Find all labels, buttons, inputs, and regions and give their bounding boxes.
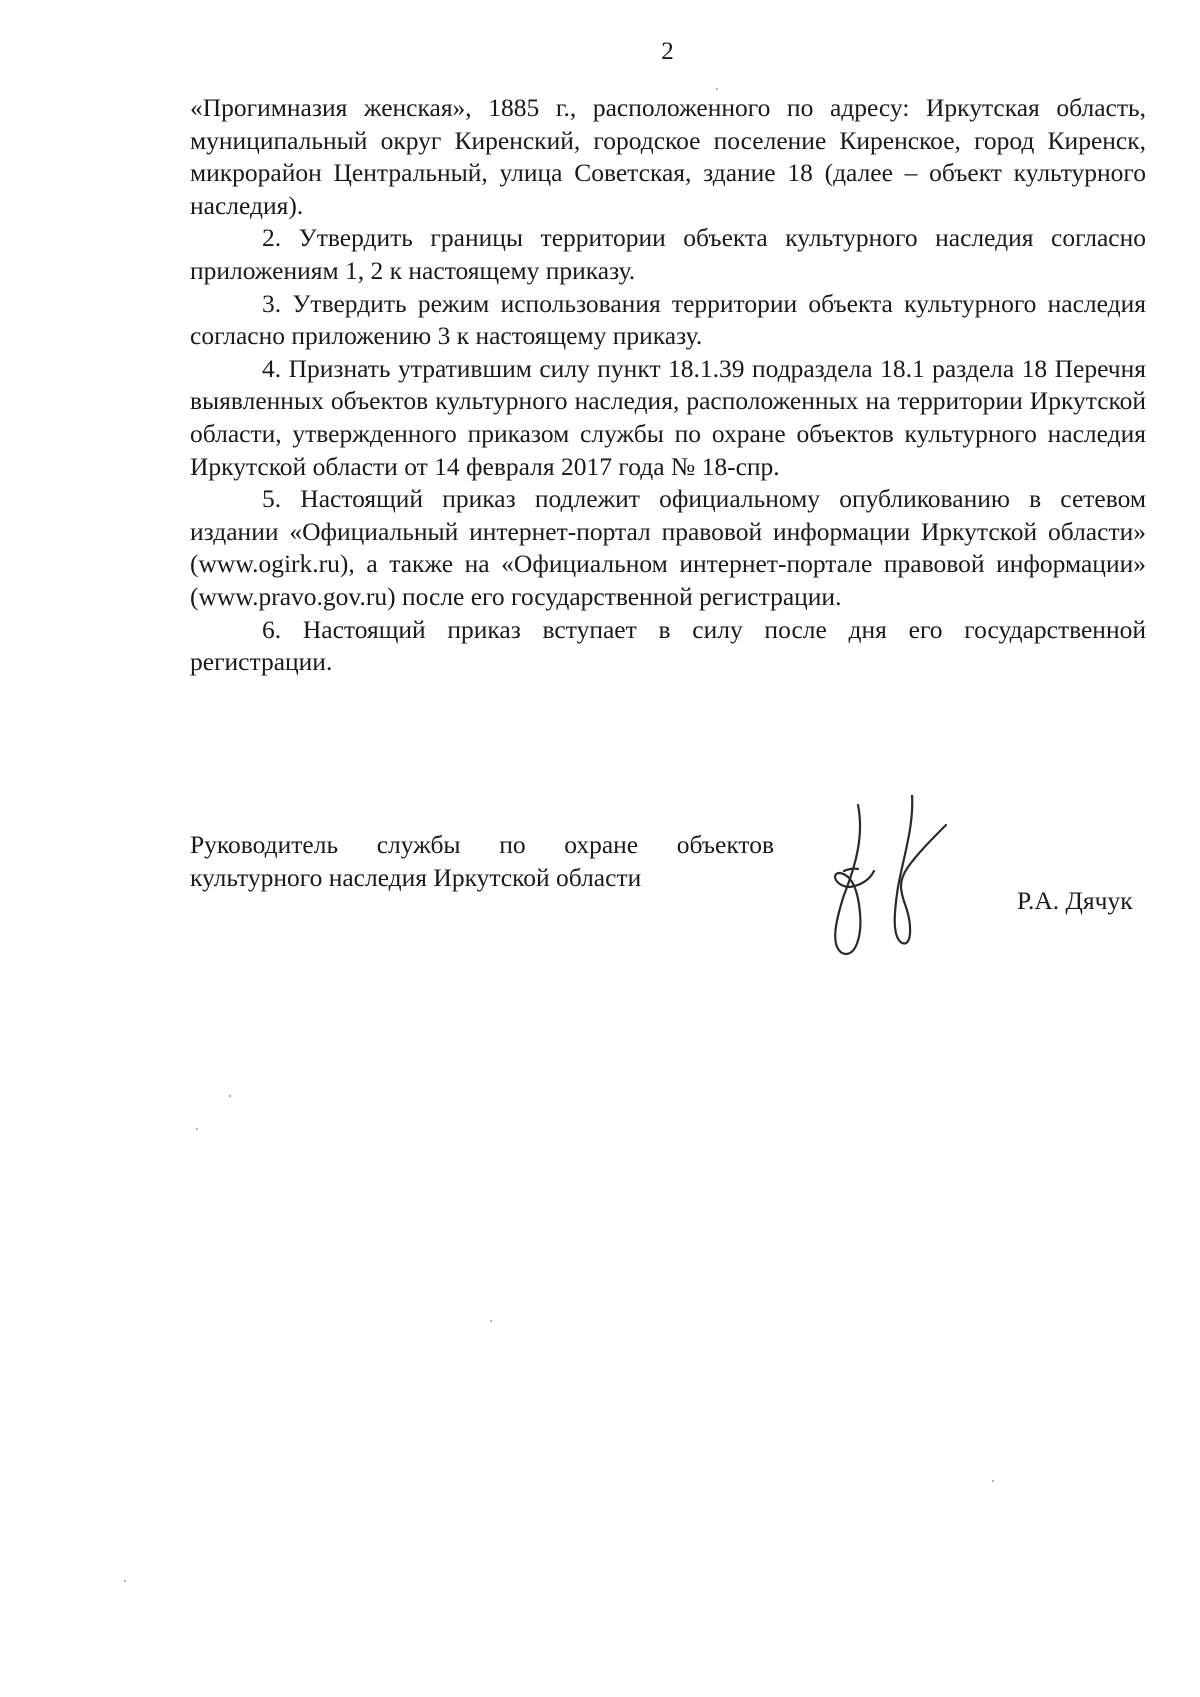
scan-speck [992,1480,994,1482]
paragraph-item-3: 3. Утвердить режим использования территории объекта культурного наследия согласно приложению 3 к настоящему приказу. [190,288,1146,351]
paragraph-item-4: 4. Признать утратившим силу пункт 18.1.39 подраздела 18.1 раздела 18 Перечня выявленных объектов культурного наследия, расположенных на территории Иркутской области, утвержденного приказом службы по охране объектов культурного наследия Иркутской области от 14 февраля 2017 года № 18-спр. [190,353,1146,481]
handwritten-signature [800,795,1000,955]
paragraph-item-5: 5. Настоящий приказ подлежит официальному опубликованию в сетевом издании «Официальный интернет-портал правовой информации Иркутской области» (www.ogirk.ru), а также на «Официальном интернет-портале правовой информации» (www.pravo.gov.ru) после его государственной регистрации. [190,484,1146,611]
scan-speck [124,1580,126,1582]
scan-speck [196,1128,198,1130]
paragraph-item-2: 2. Утвердить границы территории объекта культурного наследия согласно приложениям 1, 2 к настоящему приказу. [190,223,1146,285]
paragraph-continuation: «Прогимназия женская», 1885 г., расположенного по адресу: Иркутская область, муниципальный округ Киренский, городское поселение Киренское, город Киренск, микрорайон Центральный, улица Советская, здание 18 (далее – объект культурного наследия). [190,93,1146,220]
scan-speck [229,1095,231,1097]
signatory-position-line-2: культурного наследия Иркутской области [190,863,642,892]
scan-speck [490,1320,492,1322]
scan-speck [716,88,718,90]
paragraph-item-6: 6. Настоящий приказ вступает в силу после дня его государственной регистрации. [190,614,1146,677]
document-body [190,92,1146,679]
signatory-name: Р.А. Дячук [1017,886,1133,915]
signatory-position-line-1: Руководитель службы по охране объектов [190,830,774,859]
signatory-position [190,828,790,894]
page-number: 2 [661,38,674,65]
